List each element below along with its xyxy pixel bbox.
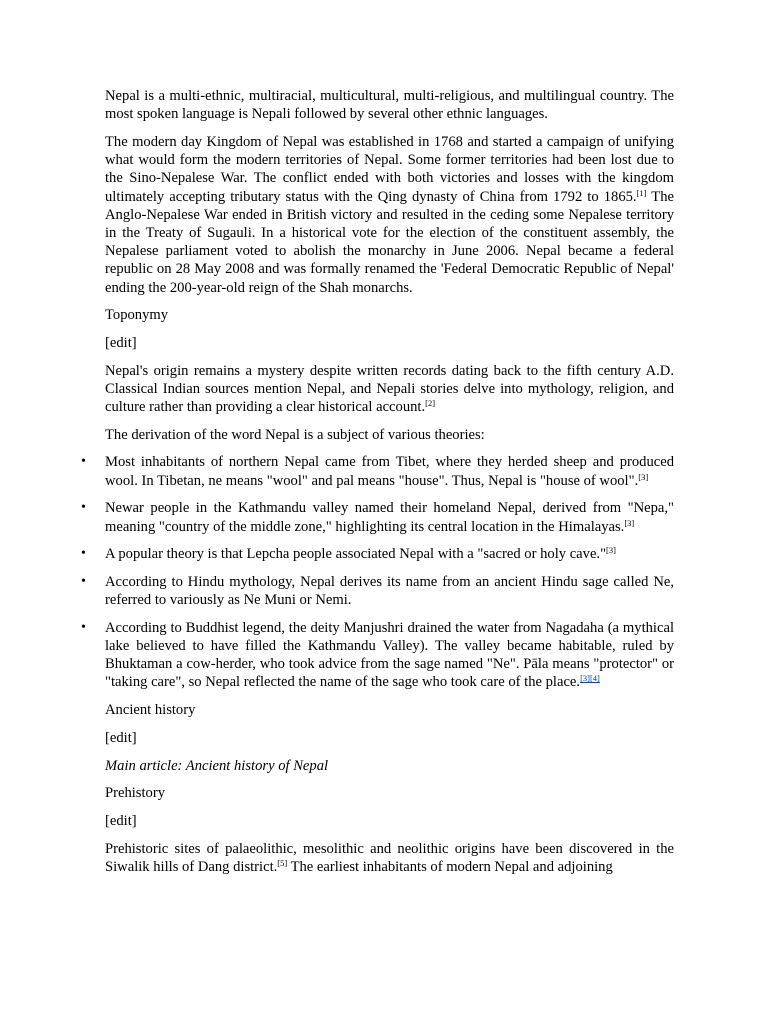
list-item-text: Most inhabitants of northern Nepal came from Tibet, where they herded sheep and produced wool. In Tibetan, ne means "wool" and pal means "house". Thus, Nepal is "house of wool". [105,454,674,489]
ancient-history-heading: Ancient history [105,702,196,719]
intro-text-2b: The Anglo-Nepalese War ended in British victory and resulted in the ceding some Nepalese territory in the Treaty of Sugauli. In a historical vote for the election of the constituent assembly, the Nepalese parliament voted to abolish the monarchy in June 2006. Nepal became a federal republic on 28 May 2008 and was formally renamed the 'Federal Democratic Republic of Nepal' ending the 200-year-old reign of the Shah monarchs. [105,188,674,296]
citation-3[interactable]: [3] [624,517,635,528]
etymology-list [81,453,674,691]
citation-3[interactable]: [3] [638,471,649,482]
prehistory-heading: Prehistory [105,785,165,802]
bullet-marker: • [81,546,86,562]
intro-text-2a: The modern day Kingdom of Nepal was established in 1768 and started a campaign of unifying what would form the modern territories of Nepal. Some former territories had been lost due to the Sino-Nepalese War. The conflict ended with both victories and losses with the kingdom ultimately accepting tributary status with the Qing dynasty of China from 1792 to 1865. [105,133,674,205]
toponymy-heading: Toponymy [105,307,169,324]
intro-paragraph-1 [105,87,674,123]
intro-paragraph-2 [105,133,674,297]
ancient-history-edit-link[interactable]: [edit] [105,729,137,746]
document-body [81,87,674,886]
prehistory-paragraph-1 [105,840,674,876]
intro-text-1: Nepal is a multi-ethnic, multiracial, multicultural, multi-religious, and multilingual country. The most spoken language is Nepali followed by several other ethnic languages. [105,88,674,123]
toponymy-text-1: Nepal's origin remains a mystery despite written records dating back to the fifth century A.D. Classical Indian sources mention Nepal, and Nepali stories delve into mythology, religion, and culture rather than providing a clear historical account. [105,362,674,416]
citation-3-4-link[interactable]: [3][4] [580,673,600,684]
bullet-marker: • [81,500,86,516]
bullet-marker: • [81,619,86,635]
list-item-text: A popular theory is that Lepcha people associated Nepal with a "sacred or holy cave." [105,546,607,563]
prehistory-text-1a: Prehistoric sites of palaeolithic, mesolithic and neolithic origins have been discovered in the Siwalik hills of Dang district. [105,840,674,875]
bullet-marker: • [81,454,86,470]
citation-5[interactable]: [5] [277,857,288,868]
list-item [81,573,674,609]
list-item-text: Newar people in the Kathmandu valley named their homeland Nepal, derived from "Nepa," meaning "country of the middle zone," highlighting its central location in the Himalayas. [105,500,674,535]
main-article-note [105,757,674,775]
toponymy-edit-link[interactable]: [edit] [105,334,137,351]
list-item [81,619,674,692]
list-item [81,499,674,535]
citation-1[interactable]: [1] [636,187,647,198]
citation-3[interactable]: [3] [606,545,616,556]
list-item [81,545,674,563]
bullet-marker: • [81,573,86,589]
citation-2[interactable]: [2] [425,398,436,409]
list-item-text: According to Buddhist legend, the deity Manjushri drained the water from Nagadaha (a mythical lake believed to have filled the Kathmandu Valley). The valley became habitable, ruled by Bhuktaman a cow-herder, who took advice from the sage named "Ne". Pāla means "protector" or "taking care", so Nepal reflected the name of the sage who took care of the place. [105,619,674,691]
main-article-text[interactable]: Main article: Ancient history of Nepal [105,757,329,774]
toponymy-paragraph-2: The derivation of the word Nepal is a subject of various theories: [105,426,485,443]
prehistory-text-1b: The earliest inhabitants of modern Nepal and adjoining [287,858,613,875]
toponymy-paragraph-1 [105,362,674,417]
list-item-text: According to Hindu mythology, Nepal derives its name from an ancient Hindu sage called Ne, referred to variously as Ne Muni or Nemi. [105,573,674,609]
list-item [81,453,674,489]
prehistory-edit-link[interactable]: [edit] [105,813,137,829]
